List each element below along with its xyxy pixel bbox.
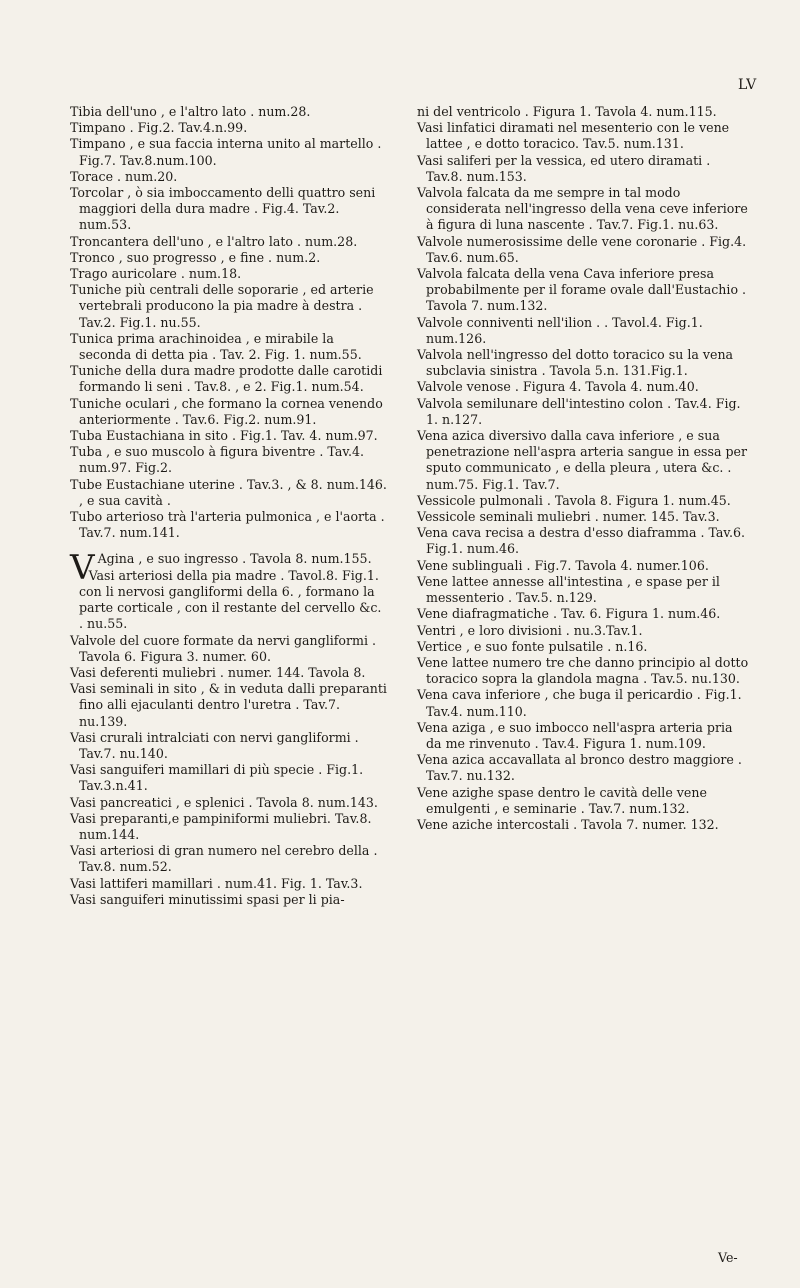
catchword: Ve- [718, 1250, 738, 1265]
index-entry: Tronco , suo progresso , e fine . num.2. [70, 249, 321, 265]
index-entry: Tuniche della dura madre prodotte dalle carotidi formando li seni . Tav.8. , e 2. Fig.1. num.54. [70, 363, 383, 395]
index-entry: Valvole del cuore formate da nervi gangliformi . Tavola 6. Figura 3. numer. 60. [70, 632, 376, 664]
page-number: LV [738, 77, 757, 93]
index-entry: Ventri , e loro divisioni . nu.3.Tav.1. [417, 622, 643, 638]
index-entry: Timpano . Fig.2. Tav.4.n.99. [70, 120, 248, 136]
index-entry: Vene lattee numero tre che danno principio al dotto toracico sopra la glandola magna . Tav.5. nu.130. [417, 654, 749, 687]
index-entry: Vasi sanguiferi mamillari di più specie . Fig.1. Tav.3.n.41. [70, 762, 364, 794]
index-entry: Vena aziga , e suo imbocco nell'aspra arteria pria da me rinvenuto . Tav.4. Figura 1. num.109. [417, 719, 733, 751]
index-entry: Valvole numerosissime delle vene coronarie . Fig.4. Tav.6. num.65. [417, 233, 747, 265]
index-entry: Tubo arterioso trà l'arteria pulmonica , e l'aorta . Tav.7. num.141. [70, 509, 385, 541]
index-entry: ni del ventricolo . Figura 1. Tavola 4. num.115. [417, 104, 717, 119]
index-entry: Vasi linfatici diramati nel mesenterio con le vene lattee , e dotto toracico. Tav.5. num.131. [417, 120, 730, 152]
index-entry: Tuniche oculari , che formano la cornea venendo anteriormente . Tav.6. Fig.2. num.91. [70, 395, 383, 427]
index-entry: Timpano , e sua faccia interna unito al martello . Fig.7. Tav.8.num.100. [70, 136, 382, 168]
left-entries [70, 104, 388, 541]
index-entry: Vasi arteriosi della pia madre . Tavol.8. Fig.1. con li nervosi gangliformi della 6. , formano la parte corticale , con il restante del cervello &c. . nu.55. [79, 567, 382, 632]
index-entry: Vene diafragmatiche . Tav. 6. Figura 1. num.46. [417, 606, 721, 622]
right-entries [417, 104, 749, 833]
index-entry: Torcolar , ò sia imboccamento delli quattro seni maggiori della dura madre . Fig.4. Tav.2. num.53. [70, 185, 376, 233]
index-entry: Vasi seminali in sito , & in veduta dalli preparanti fino alli ejaculanti dentro l'uretra . Tav.7. nu.139. [70, 681, 387, 729]
index-entry: Vasi deferenti muliebri . numer. 144. Tavola 8. [70, 664, 366, 680]
index-entry: Vena azica diversivo dalla cava inferiore , e sua penetrazione nell'aspra arteria sangue in essa per sputo communicato , e della pleura , utera &c. . num.75. Fig.1. Tav.7. [417, 428, 748, 492]
index-entry: Vena cava recisa a destra d'esso diaframma . Tav.6. Fig.1. num.46. [417, 525, 746, 557]
index-entry: Valvole conniventi nell'ilion . . Tavol.4. Fig.1. num.126. [417, 314, 703, 346]
index-entry: Torace . num.20. [70, 168, 178, 184]
index-entry: Vasi sanguiferi minutissimi spasi per li pia- [70, 891, 345, 907]
index-entry: Troncantera dell'uno , e l'altro lato . num.28. [70, 233, 358, 249]
drop-cap: V [70, 548, 95, 589]
index-entry: Tube Eustachiane uterine . Tav.3. , & 8. num.146. , e sua cavità . [70, 476, 387, 508]
index-entry: Tuniche più centrali delle soporarie , ed arterie vertebrali producono la pia madre à destra . Tav.2. Fig.1. nu.55. [70, 282, 374, 330]
v-section [70, 548, 388, 907]
index-entry: Tuba , e suo muscolo à figura biventre . Tav.4. num.97. Fig.2. [70, 444, 364, 476]
index-entry: Vene aziche intercostali . Tavola 7. numer. 132. [417, 816, 719, 832]
index-entry: Tuba Eustachiana in sito . Fig.1. Tav. 4. num.97. [70, 428, 378, 444]
index-entry: Vene sublinguali . Fig.7. Tavola 4. numer.106. [417, 557, 709, 573]
index-entry: Vasi saliferi per la vessica, ed utero diramati . Tav.8. num.153. [417, 152, 711, 184]
index-entry: Trago auricolare . num.18. [70, 266, 242, 282]
index-entry: Vertice , e suo fonte pulsatile . n.16. [417, 638, 648, 654]
index-entry: Vessicole pulmonali . Tavola 8. Figura 1. num.45. [417, 492, 731, 508]
left-column [70, 104, 388, 908]
index-entry: Valvola semilunare dell'intestino colon . Tav.4. Fig. 1. n.127. [417, 395, 741, 427]
index-entry: Vasi arteriosi di gran numero nel cerebro della . Tav.8. num.52. [70, 843, 378, 875]
index-entry: Tunica prima arachinoidea , e mirabile la seconda di detta pia . Tav. 2. Fig. 1. num.55. [70, 330, 362, 363]
index-entry: Vessicole seminali muliebri . numer. 145. Tav.3. [417, 509, 720, 525]
index-entry: Valvola falcata da me sempre in tal modo considerata nell'ingresso della vena ceve inferiore à figura di luna nascente . Tav.7. Fig.1. nu.63. [417, 185, 748, 233]
index-entry: Vena azica accavallata al bronco destro maggiore . Tav.7. nu.132. [417, 752, 742, 784]
index-entry: Vasi crurali intralciati con nervi gangliformi . Tav.7. nu.140. [70, 729, 359, 761]
index-entry: Valvola falcata della vena Cava inferiore presa probabilmente per il forame ovale dall'Eustachio . Tavola 7. num.132. [417, 266, 747, 314]
index-entry: Vena cava inferiore , che buga il pericardio . Fig.1. Tav.4. num.110. [417, 687, 742, 719]
index-entry: Vasi pancreatici , e splenici . Tavola 8. num.143. [70, 794, 378, 810]
index-entry: Valvola nell'ingresso del dotto toracico su la vena subclavia sinistra . Tavola 5.n. 131.Fig.1. [417, 347, 734, 379]
index-entry: Vene azighe spase dentro le cavità delle vene emulgenti , e seminarie . Tav.7. num.132. [417, 784, 707, 816]
index-entry: Tibia dell'uno , e l'altro lato . num.28. [70, 104, 311, 119]
index-entry: Vasi preparanti,e pampiniformi muliebri. Tav.8. num.144. [70, 810, 372, 842]
index-entry: Vene lattee annesse all'intestina , e spase per il messenterio . Tav.5. n.129. [417, 573, 720, 606]
entry-text: Agina , e suo ingresso . Tavola 8. num.155. [97, 551, 372, 567]
v-section-first-entry [70, 548, 388, 589]
index-entry: Valvole venose . Figura 4. Tavola 4. num.40. [417, 379, 699, 395]
right-column [417, 104, 749, 833]
index-entry: Vasi lattiferi mamillari . num.41. Fig. 1. Tav.3. [70, 875, 363, 891]
